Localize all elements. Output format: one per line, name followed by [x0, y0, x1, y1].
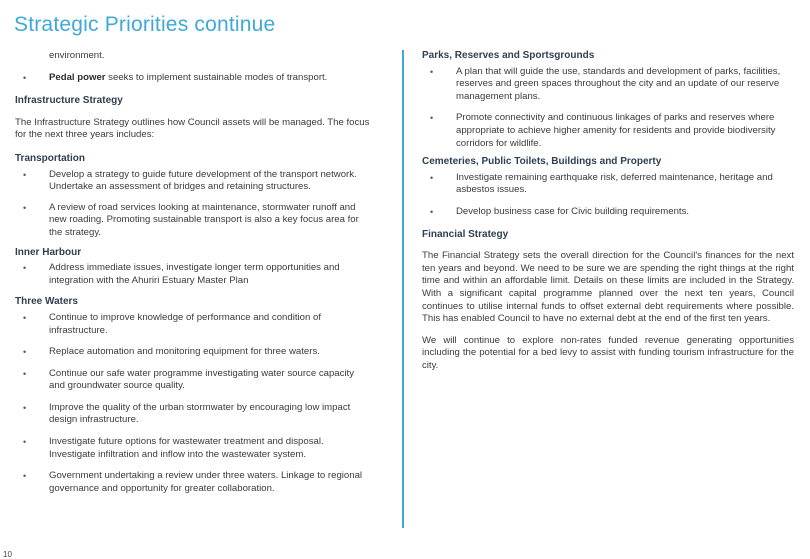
cemeteries-heading: Cemeteries, Public Toilets, Buildings and Property — [422, 156, 662, 168]
financial-strategy-paragraph-1: The Financial Strategy sets the overall direction for the Council's finances for the next ten years and beyond. We need to be sure we are spending the right things at the right time and within an affordable limit. Details on these limits are included in the Strategy. With a significant capital programme planned over the next ten years, Council continues to utilise internal funds to offset external debt requirements where possible. This has enabled Council to have no external debt at the end of the first ten years. — [422, 250, 794, 325]
list-item: • Government undertaking a review under three waters. Linkage to regional governance and opportunity for greater collaboration. — [15, 470, 370, 495]
pedal-power-label: Pedal power — [49, 71, 106, 83]
financial-strategy-heading: Financial Strategy — [422, 228, 509, 240]
parks-heading: Parks, Reserves and Sportsgrounds — [422, 50, 595, 61]
list-item: • Investigate remaining earthquake risk, deferred maintenance, heritage and asbestos issues. — [422, 172, 794, 197]
parks-list — [422, 66, 794, 151]
financial-strategy-paragraph-2: We will continue to explore non-rates funded revenue generating opportunities including the potential for a bed levy to assist with funding tourism infrastructure for the city. — [422, 334, 794, 371]
transportation-list — [15, 169, 370, 240]
three-waters-list — [15, 312, 370, 496]
three-waters-heading: Three Waters — [15, 296, 78, 308]
column-divider — [402, 50, 404, 528]
list-item: • A review of road services looking at maintenance, stormwater runoff and new roading. Promoting sustainable transport is also a key focus area for the strategy. — [15, 202, 370, 240]
list-item: • Investigate future options for wastewater treatment and disposal. Investigate infiltration and inflow into the wastewater system. — [15, 436, 370, 461]
list-item — [15, 72, 370, 85]
cemeteries-list — [422, 172, 794, 219]
page-number: 10 — [3, 550, 12, 559]
list-item: • Develop a strategy to guide future development of the transport network. Undertake an assessment of bridges and retaining structures. — [15, 169, 370, 194]
infrastructure-intro: The Infrastructure Strategy outlines how Council assets will be managed. The focus for the next three years includes: — [15, 116, 370, 141]
transportation-heading: Transportation — [15, 152, 86, 164]
list-item: • Continue our safe water programme investigating water source capacity and groundwater source quality. — [15, 368, 370, 393]
list-item: • Address immediate issues, investigate longer term opportunities and integration with the Ahuriri Estuary Master Plan — [15, 262, 370, 287]
right-column — [422, 50, 794, 372]
left-column — [15, 50, 370, 495]
page-title: Strategic Priorities continue — [14, 13, 276, 36]
list-item: • Improve the quality of the urban stormwater by encouraging low impact design infrastructure. — [15, 402, 370, 427]
list-item: • Promote connectivity and continuous linkages of parks and reserves where appropriate to achieve higher amenity for residents and provide biodiversity corridors for wildlife. — [422, 112, 794, 150]
pedal-list — [15, 72, 370, 85]
continued-text: environment. — [49, 50, 105, 61]
inner-harbour-list — [15, 262, 370, 287]
list-item: • Continue to improve knowledge of performance and condition of infrastructure. — [15, 312, 370, 337]
list-item: • Replace automation and monitoring equipment for three waters. — [15, 346, 370, 359]
pedal-power-text: seeks to implement sustainable modes of transport. — [105, 71, 328, 83]
inner-harbour-heading: Inner Harbour — [15, 246, 82, 258]
infrastructure-heading: Infrastructure Strategy — [15, 95, 123, 107]
list-item: • Develop business case for Civic building requirements. — [422, 206, 794, 219]
list-item: • A plan that will guide the use, standards and development of parks, facilities, reserves and green spaces throughout the city and an update of our reserve management plans. — [422, 66, 794, 104]
